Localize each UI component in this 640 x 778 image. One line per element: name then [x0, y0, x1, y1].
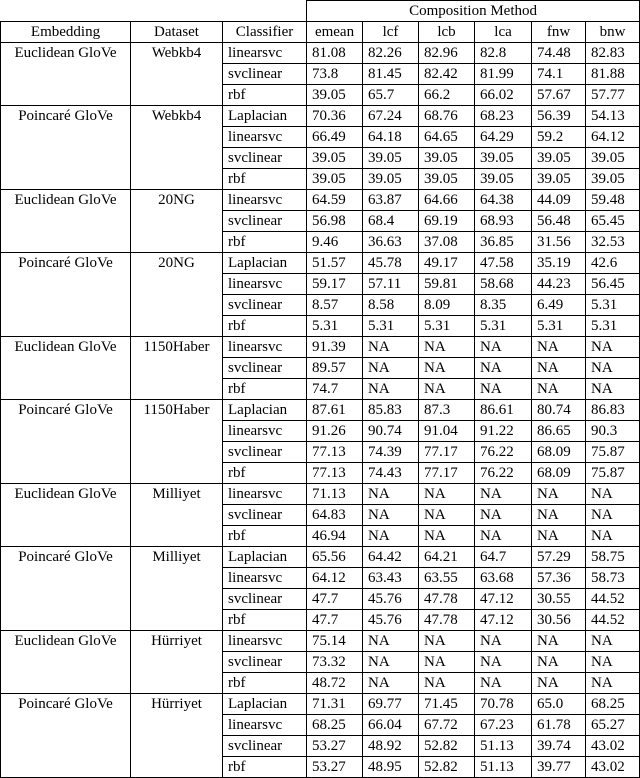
value-cell: 75.14 [307, 631, 363, 652]
value-cell: 56.48 [532, 211, 586, 232]
embedding-cell: Poincaré GloVe [1, 694, 131, 778]
value-cell: 67.72 [419, 715, 475, 736]
value-cell: NA [475, 631, 532, 652]
value-cell: 91.39 [307, 337, 363, 358]
table-header [1, 1, 640, 43]
value-cell: NA [586, 526, 640, 547]
value-cell: NA [419, 337, 475, 358]
value-cell: 68.23 [475, 106, 532, 127]
value-cell: 77.13 [307, 463, 363, 484]
value-cell: NA [363, 652, 419, 673]
value-cell: 52.82 [419, 757, 475, 778]
value-cell: NA [532, 337, 586, 358]
value-cell: 75.87 [586, 442, 640, 463]
composition-method-header: Composition Method [307, 1, 640, 22]
value-cell: 45.76 [363, 589, 419, 610]
table-row [1, 547, 640, 568]
value-cell: 81.99 [475, 64, 532, 85]
value-cell: NA [475, 673, 532, 694]
value-cell: NA [419, 484, 475, 505]
value-cell: NA [363, 484, 419, 505]
column-header-row [1, 22, 640, 43]
embedding-cell: Poincaré GloVe [1, 106, 131, 190]
dataset-cell: Hürriyet [131, 694, 223, 778]
value-cell: 91.22 [475, 421, 532, 442]
value-cell: 43.02 [586, 736, 640, 757]
value-cell: 68.09 [532, 442, 586, 463]
col-header-fnw: fnw [532, 22, 586, 43]
value-cell: 87.61 [307, 400, 363, 421]
value-cell: NA [586, 673, 640, 694]
classifier-cell: linearsvc [223, 337, 307, 358]
value-cell: 82.8 [475, 43, 532, 64]
classifier-cell: svclinear [223, 295, 307, 316]
value-cell: 70.36 [307, 106, 363, 127]
table-row [1, 43, 640, 64]
value-cell: 91.26 [307, 421, 363, 442]
value-cell: 65.45 [586, 211, 640, 232]
dataset-cell: 1150Haber [131, 337, 223, 400]
embedding-cell: Poincaré GloVe [1, 253, 131, 337]
value-cell: NA [363, 379, 419, 400]
value-cell: 5.31 [586, 316, 640, 337]
value-cell: 71.13 [307, 484, 363, 505]
value-cell: 64.12 [586, 127, 640, 148]
value-cell: 68.76 [419, 106, 475, 127]
classifier-cell: rbf [223, 169, 307, 190]
dataset-cell: 20NG [131, 253, 223, 337]
classifier-cell: svclinear [223, 505, 307, 526]
dataset-cell: 1150Haber [131, 400, 223, 484]
classifier-cell: svclinear [223, 211, 307, 232]
value-cell: 51.13 [475, 736, 532, 757]
value-cell: 30.56 [532, 610, 586, 631]
value-cell: 80.74 [532, 400, 586, 421]
value-cell: 57.36 [532, 568, 586, 589]
value-cell: 5.31 [475, 316, 532, 337]
embedding-cell: Poincaré GloVe [1, 547, 131, 631]
table-row [1, 337, 640, 358]
value-cell: NA [363, 358, 419, 379]
value-cell: 69.77 [363, 694, 419, 715]
value-cell: 39.05 [419, 148, 475, 169]
value-cell: 47.7 [307, 610, 363, 631]
value-cell: 30.55 [532, 589, 586, 610]
value-cell: 70.78 [475, 694, 532, 715]
classifier-cell: linearsvc [223, 43, 307, 64]
value-cell: NA [419, 652, 475, 673]
header-spacer [1, 1, 307, 22]
value-cell: 58.68 [475, 274, 532, 295]
value-cell: 44.52 [586, 589, 640, 610]
classifier-cell: rbf [223, 379, 307, 400]
value-cell: NA [419, 505, 475, 526]
value-cell: 90.3 [586, 421, 640, 442]
value-cell: 77.13 [307, 442, 363, 463]
value-cell: 47.12 [475, 589, 532, 610]
value-cell: 66.02 [475, 85, 532, 106]
value-cell: 53.27 [307, 757, 363, 778]
value-cell: 57.67 [532, 85, 586, 106]
value-cell: 74.43 [363, 463, 419, 484]
value-cell: NA [475, 358, 532, 379]
value-cell: NA [586, 358, 640, 379]
value-cell: 8.09 [419, 295, 475, 316]
col-header-lca: lca [475, 22, 532, 43]
value-cell: 35.19 [532, 253, 586, 274]
table-row [1, 400, 640, 421]
value-cell: 86.65 [532, 421, 586, 442]
value-cell: 61.78 [532, 715, 586, 736]
value-cell: 46.94 [307, 526, 363, 547]
value-cell: 68.4 [363, 211, 419, 232]
value-cell: 39.05 [419, 169, 475, 190]
value-cell: 48.95 [363, 757, 419, 778]
value-cell: 59.81 [419, 274, 475, 295]
dataset-cell: Webkb4 [131, 106, 223, 190]
value-cell: 39.77 [532, 757, 586, 778]
value-cell: NA [586, 652, 640, 673]
value-cell: 39.05 [363, 169, 419, 190]
embedding-cell: Euclidean GloVe [1, 484, 131, 547]
value-cell: 66.2 [419, 85, 475, 106]
value-cell: NA [532, 673, 586, 694]
value-cell: 64.18 [363, 127, 419, 148]
value-cell: 47.12 [475, 610, 532, 631]
value-cell: NA [363, 505, 419, 526]
value-cell: 64.7 [475, 547, 532, 568]
value-cell: 37.08 [419, 232, 475, 253]
value-cell: 67.23 [475, 715, 532, 736]
value-cell: 39.74 [532, 736, 586, 757]
value-cell: 8.35 [475, 295, 532, 316]
value-cell: 90.74 [363, 421, 419, 442]
value-cell: NA [586, 337, 640, 358]
value-cell: 47.78 [419, 589, 475, 610]
value-cell: 63.55 [419, 568, 475, 589]
value-cell: 73.32 [307, 652, 363, 673]
value-cell: 81.88 [586, 64, 640, 85]
col-header-bnw: bnw [586, 22, 640, 43]
col-header-emean: emean [307, 22, 363, 43]
value-cell: 69.19 [419, 211, 475, 232]
col-header-lcb: lcb [419, 22, 475, 43]
value-cell: NA [532, 631, 586, 652]
value-cell: 9.46 [307, 232, 363, 253]
value-cell: 68.09 [532, 463, 586, 484]
value-cell: 64.42 [363, 547, 419, 568]
value-cell: 89.57 [307, 358, 363, 379]
value-cell: 45.76 [363, 610, 419, 631]
classifier-cell: svclinear [223, 148, 307, 169]
value-cell: 64.21 [419, 547, 475, 568]
table-row [1, 190, 640, 211]
value-cell: NA [419, 526, 475, 547]
value-cell: 57.77 [586, 85, 640, 106]
classifier-cell: rbf [223, 232, 307, 253]
classifier-cell: rbf [223, 316, 307, 337]
value-cell: NA [475, 484, 532, 505]
classifier-cell: rbf [223, 463, 307, 484]
value-cell: 63.43 [363, 568, 419, 589]
value-cell: 39.05 [586, 169, 640, 190]
value-cell: NA [475, 505, 532, 526]
value-cell: 52.82 [419, 736, 475, 757]
value-cell: 47.7 [307, 589, 363, 610]
value-cell: 42.6 [586, 253, 640, 274]
value-cell: 86.83 [586, 400, 640, 421]
classifier-cell: linearsvc [223, 715, 307, 736]
value-cell: 82.83 [586, 43, 640, 64]
value-cell: NA [475, 379, 532, 400]
value-cell: 56.45 [586, 274, 640, 295]
value-cell: 56.39 [532, 106, 586, 127]
classifier-cell: linearsvc [223, 484, 307, 505]
value-cell: NA [419, 358, 475, 379]
value-cell: 39.05 [532, 169, 586, 190]
value-cell: 5.31 [363, 316, 419, 337]
classifier-cell: rbf [223, 85, 307, 106]
col-header-classifier: Classifier [223, 22, 307, 43]
value-cell: NA [363, 673, 419, 694]
value-cell: 44.52 [586, 610, 640, 631]
value-cell: 66.04 [363, 715, 419, 736]
value-cell: 65.7 [363, 85, 419, 106]
value-cell: 5.31 [419, 316, 475, 337]
value-cell: NA [532, 505, 586, 526]
value-cell: NA [475, 337, 532, 358]
table-row [1, 484, 640, 505]
value-cell: 54.13 [586, 106, 640, 127]
classifier-cell: svclinear [223, 64, 307, 85]
value-cell: 5.31 [532, 316, 586, 337]
value-cell: 51.13 [475, 757, 532, 778]
value-cell: NA [586, 379, 640, 400]
value-cell: NA [475, 526, 532, 547]
classifier-cell: svclinear [223, 736, 307, 757]
value-cell: 77.17 [419, 463, 475, 484]
classifier-cell: Laplacian [223, 106, 307, 127]
value-cell: 36.63 [363, 232, 419, 253]
value-cell: NA [363, 337, 419, 358]
dataset-cell: Milliyet [131, 484, 223, 547]
value-cell: NA [475, 652, 532, 673]
value-cell: 64.83 [307, 505, 363, 526]
value-cell: NA [363, 631, 419, 652]
embedding-cell: Euclidean GloVe [1, 43, 131, 106]
value-cell: 64.38 [475, 190, 532, 211]
classifier-cell: linearsvc [223, 127, 307, 148]
value-cell: 57.11 [363, 274, 419, 295]
value-cell: 5.31 [586, 295, 640, 316]
classifier-cell: linearsvc [223, 190, 307, 211]
classifier-cell: rbf [223, 610, 307, 631]
value-cell: NA [532, 526, 586, 547]
value-cell: NA [532, 379, 586, 400]
embedding-cell: Euclidean GloVe [1, 337, 131, 400]
value-cell: 81.45 [363, 64, 419, 85]
value-cell: 82.96 [419, 43, 475, 64]
value-cell: NA [586, 484, 640, 505]
value-cell: 39.05 [475, 148, 532, 169]
value-cell: 49.17 [419, 253, 475, 274]
table-row [1, 694, 640, 715]
value-cell: 91.04 [419, 421, 475, 442]
value-cell: 39.05 [363, 148, 419, 169]
table-row [1, 631, 640, 652]
embedding-cell: Euclidean GloVe [1, 190, 131, 253]
dataset-cell: Milliyet [131, 547, 223, 631]
value-cell: 39.05 [307, 148, 363, 169]
value-cell: 74.7 [307, 379, 363, 400]
value-cell: 59.17 [307, 274, 363, 295]
embedding-cell: Euclidean GloVe [1, 631, 131, 694]
value-cell: 75.87 [586, 463, 640, 484]
value-cell: 47.58 [475, 253, 532, 274]
value-cell: 58.75 [586, 547, 640, 568]
value-cell: 56.98 [307, 211, 363, 232]
value-cell: 58.73 [586, 568, 640, 589]
value-cell: 68.93 [475, 211, 532, 232]
value-cell: 43.02 [586, 757, 640, 778]
value-cell: 39.05 [307, 169, 363, 190]
classifier-cell: svclinear [223, 442, 307, 463]
col-header-lcf: lcf [363, 22, 419, 43]
classifier-cell: Laplacian [223, 694, 307, 715]
classifier-cell: Laplacian [223, 253, 307, 274]
value-cell: 47.78 [419, 610, 475, 631]
value-cell: 51.57 [307, 253, 363, 274]
value-cell: 87.3 [419, 400, 475, 421]
value-cell: 53.27 [307, 736, 363, 757]
value-cell: 68.25 [307, 715, 363, 736]
value-cell: 71.45 [419, 694, 475, 715]
table-body [1, 43, 640, 778]
value-cell: 45.78 [363, 253, 419, 274]
col-header-embedding: Embedding [1, 22, 131, 43]
value-cell: 57.29 [532, 547, 586, 568]
value-cell: 59.2 [532, 127, 586, 148]
value-cell: NA [532, 358, 586, 379]
classifier-cell: linearsvc [223, 568, 307, 589]
value-cell: 63.68 [475, 568, 532, 589]
value-cell: 44.09 [532, 190, 586, 211]
value-cell: 86.61 [475, 400, 532, 421]
classifier-cell: rbf [223, 526, 307, 547]
value-cell: 64.66 [419, 190, 475, 211]
dataset-cell: Hürriyet [131, 631, 223, 694]
value-cell: 74.39 [363, 442, 419, 463]
value-cell: 44.23 [532, 274, 586, 295]
value-cell: 6.49 [532, 295, 586, 316]
value-cell: NA [586, 631, 640, 652]
value-cell: NA [363, 526, 419, 547]
classifier-cell: linearsvc [223, 631, 307, 652]
value-cell: 64.59 [307, 190, 363, 211]
value-cell: 39.05 [307, 85, 363, 106]
classifier-cell: Laplacian [223, 400, 307, 421]
value-cell: 48.72 [307, 673, 363, 694]
value-cell: NA [419, 379, 475, 400]
value-cell: 39.05 [586, 148, 640, 169]
value-cell: NA [419, 631, 475, 652]
value-cell: NA [532, 652, 586, 673]
classifier-cell: svclinear [223, 652, 307, 673]
value-cell: 48.92 [363, 736, 419, 757]
value-cell: 74.48 [532, 43, 586, 64]
value-cell: 82.42 [419, 64, 475, 85]
value-cell: 39.05 [475, 169, 532, 190]
value-cell: 64.29 [475, 127, 532, 148]
value-cell: 36.85 [475, 232, 532, 253]
classifier-cell: svclinear [223, 358, 307, 379]
value-cell: 8.58 [363, 295, 419, 316]
value-cell: 8.57 [307, 295, 363, 316]
embedding-cell: Poincaré GloVe [1, 400, 131, 484]
value-cell: 31.56 [532, 232, 586, 253]
classifier-cell: linearsvc [223, 274, 307, 295]
value-cell: 64.65 [419, 127, 475, 148]
value-cell: 82.26 [363, 43, 419, 64]
col-header-dataset: Dataset [131, 22, 223, 43]
value-cell: 81.08 [307, 43, 363, 64]
value-cell: 63.87 [363, 190, 419, 211]
classifier-cell: Laplacian [223, 547, 307, 568]
value-cell: 59.48 [586, 190, 640, 211]
value-cell: 77.17 [419, 442, 475, 463]
value-cell: 76.22 [475, 463, 532, 484]
value-cell: 67.24 [363, 106, 419, 127]
value-cell: 66.49 [307, 127, 363, 148]
table-row [1, 253, 640, 274]
dataset-cell: 20NG [131, 190, 223, 253]
classifier-cell: rbf [223, 673, 307, 694]
classifier-cell: linearsvc [223, 421, 307, 442]
value-cell: 68.25 [586, 694, 640, 715]
dataset-cell: Webkb4 [131, 43, 223, 106]
value-cell: 73.8 [307, 64, 363, 85]
classifier-cell: svclinear [223, 589, 307, 610]
header-group-row [1, 1, 640, 22]
value-cell: 65.56 [307, 547, 363, 568]
value-cell: NA [419, 673, 475, 694]
value-cell: NA [586, 505, 640, 526]
value-cell: NA [532, 484, 586, 505]
value-cell: 5.31 [307, 316, 363, 337]
classifier-cell: rbf [223, 757, 307, 778]
value-cell: 32.53 [586, 232, 640, 253]
value-cell: 65.0 [532, 694, 586, 715]
value-cell: 74.1 [532, 64, 586, 85]
value-cell: 76.22 [475, 442, 532, 463]
value-cell: 65.27 [586, 715, 640, 736]
value-cell: 71.31 [307, 694, 363, 715]
value-cell: 64.12 [307, 568, 363, 589]
value-cell: 85.83 [363, 400, 419, 421]
value-cell: 39.05 [532, 148, 586, 169]
table-row [1, 106, 640, 127]
